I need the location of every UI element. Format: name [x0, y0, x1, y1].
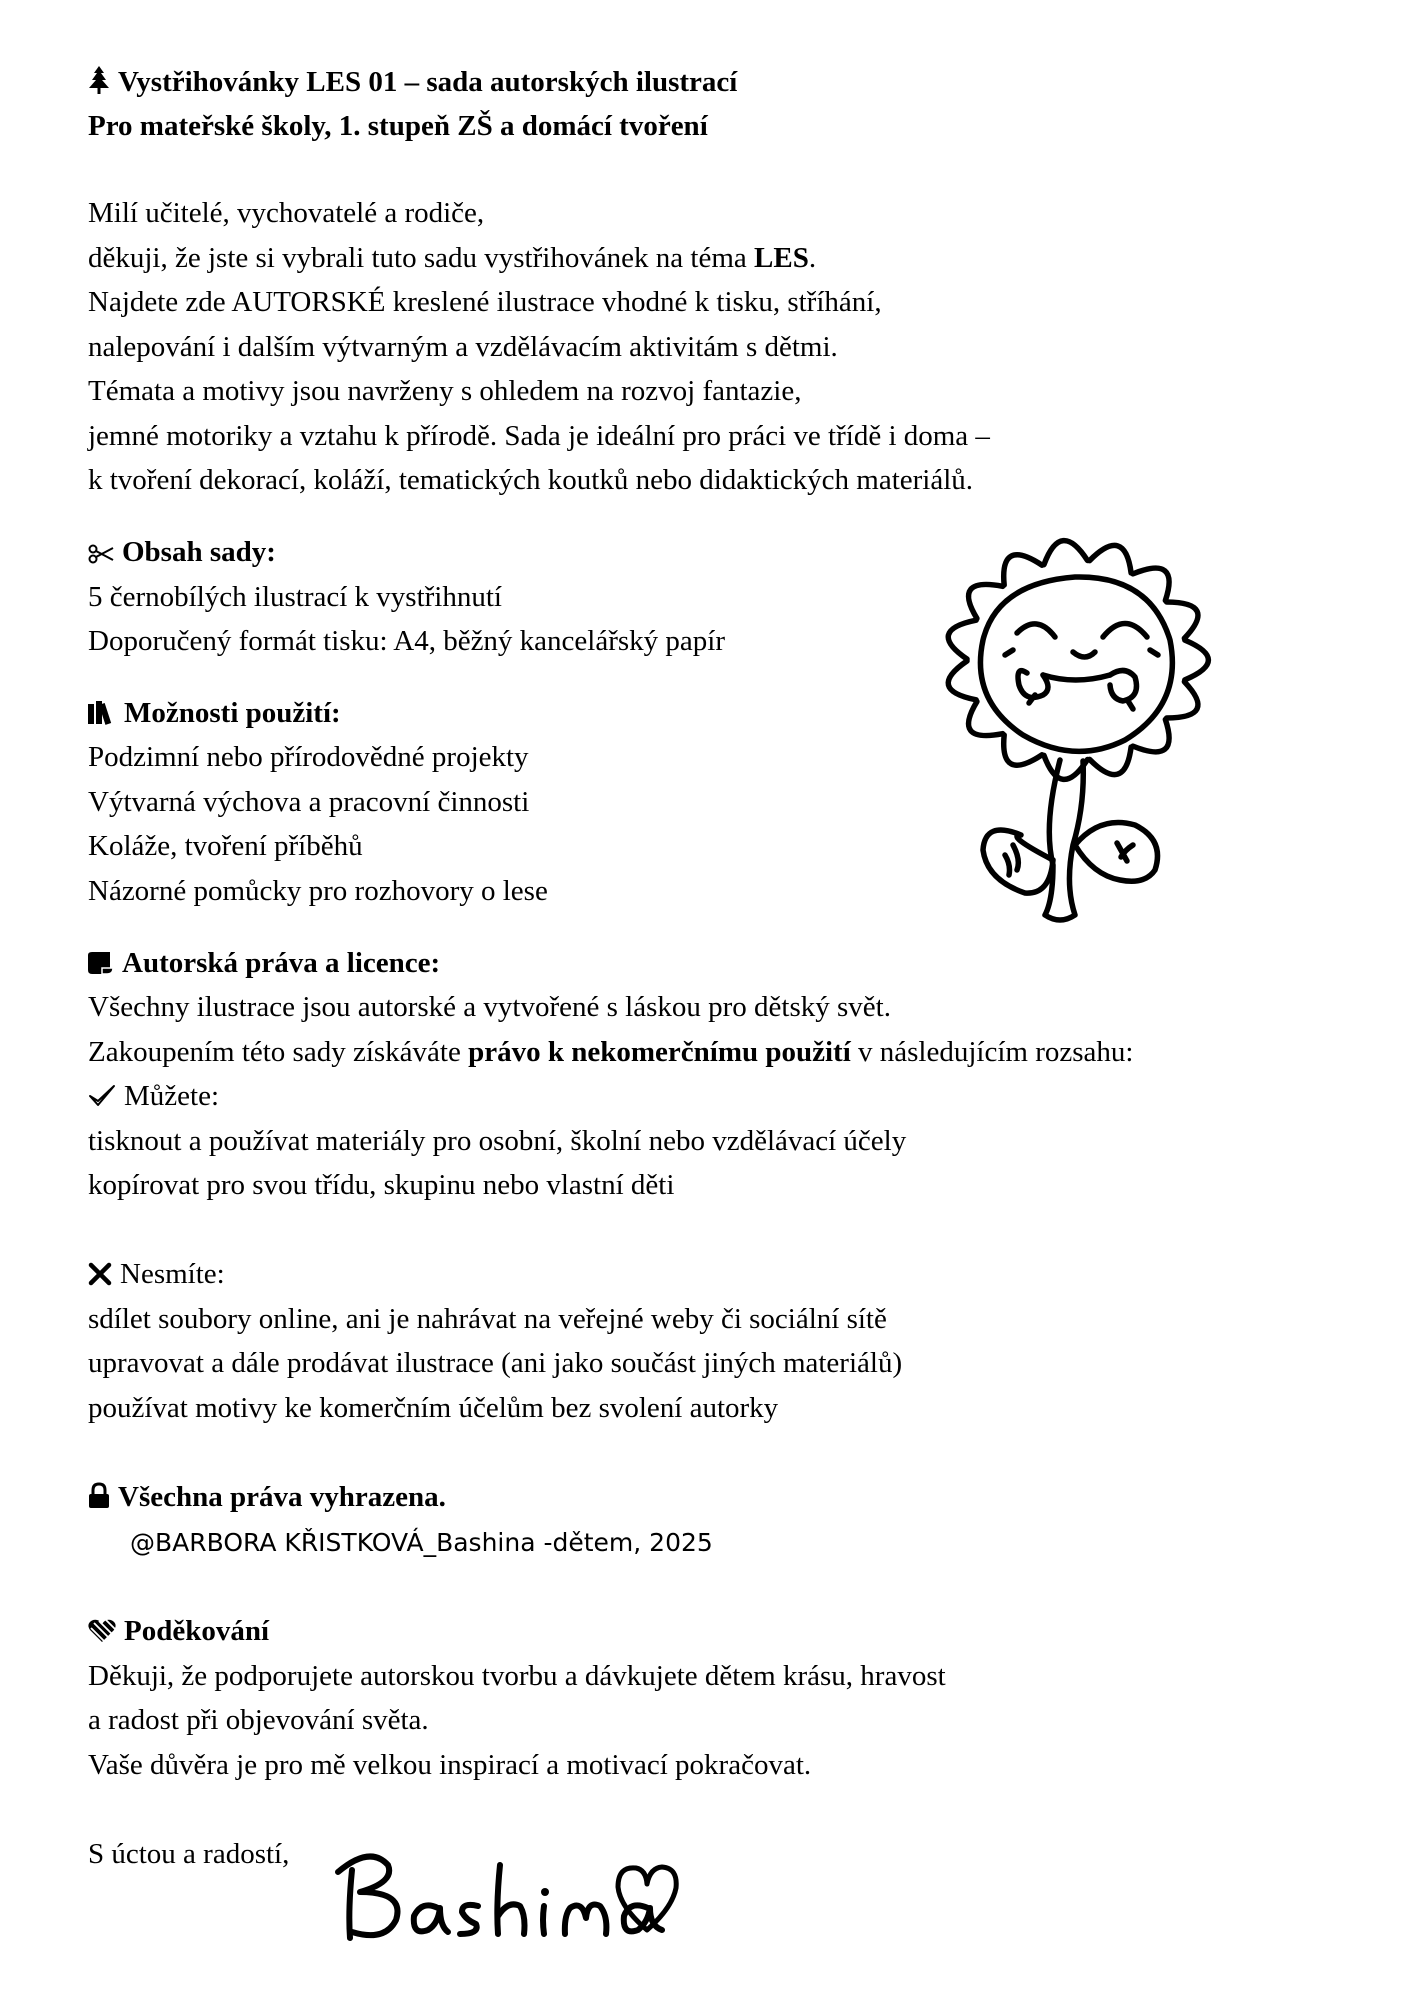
page-subtitle: Pro mateřské školy, 1. stupeň ZŠ a domácí tvoření — [88, 110, 708, 142]
contents-item: Doporučený formát tisku: A4, běžný kancelářský papír — [88, 625, 726, 657]
intro-line: Najdete zde AUTORSKÉ kreslené ilustrace vhodné k tisku, stříhání, — [88, 286, 882, 318]
rights-heading: Všechna práva vyhrazena. — [88, 1475, 446, 1519]
tree-icon — [88, 66, 110, 94]
cannot-item: upravovat a dále prodávat ilustrace (ani jako součást jiných materiálů) — [88, 1347, 903, 1379]
sunflower-petal — [1133, 720, 1169, 752]
can-heading: Můžete: — [88, 1074, 219, 1118]
intro-line: děkuji, že jste si vybrali tuto sadu vystřihovánek na téma LES. — [88, 242, 817, 274]
cross-icon — [88, 1262, 112, 1286]
sunflower-petal — [1167, 602, 1198, 638]
license-heading: Autorská práva a licence: — [88, 941, 440, 985]
contents-item: 5 černobílých ilustrací k vystřihnutí — [88, 581, 502, 613]
scissors-icon — [88, 544, 114, 564]
thanks-line: Děkuji, že podporujete autorskou tvorbu a dávkujete dětem krásu, hravost — [88, 1660, 946, 1692]
heart-doodle-icon — [612, 1862, 682, 1934]
thanks-heading: Poděkování — [88, 1609, 269, 1653]
cannot-item: sdílet soubory online, ani je nahrávat na veřejné weby či sociální sítě — [88, 1303, 887, 1335]
usage-item: Výtvarná výchova a pracovní činnosti — [88, 786, 530, 818]
sunflower-petal — [1004, 555, 1042, 585]
usage-item: Názorné pomůcky pro rozhovory o lese — [88, 875, 548, 907]
lock-icon — [88, 1483, 110, 1509]
intro-line: Témata a motivy jsou navrženy s ohledem na rozvoj fantazie, — [88, 375, 802, 407]
sunflower-petal — [1044, 541, 1087, 565]
heart-icon — [88, 1619, 116, 1643]
can-item: kopírovat pro svou třídu, skupinu nebo vlastní děti — [88, 1169, 675, 1201]
contents-heading: Obsah sady: — [88, 530, 276, 574]
closing-line: S úctou a radostí, — [88, 1838, 290, 1870]
license-line: Zakoupením této sady získáváte právo k nekomerčnímu použití v následujícím rozsahu: — [88, 1036, 1134, 1068]
page-title: Vystřihovánky LES 01 – sada autorských ilustrací — [88, 60, 737, 104]
intro-line: nalepování i dalším výtvarným a vzdělávacím aktivitám s dětmi. — [88, 331, 838, 363]
sunflower-petal — [969, 702, 1003, 736]
sunflower-petal — [1090, 545, 1132, 573]
can-item: tisknout a používat materiály pro osobní, školní nebo vzdělávací účely — [88, 1125, 907, 1157]
sunflower-petal — [948, 620, 976, 659]
thanks-line: Vaše důvěra je pro mě velkou inspirací a motivací pokračovat. — [88, 1749, 812, 1781]
thanks-line: a radost při objevování světa. — [88, 1704, 429, 1736]
license-line: Všechny ilustrace jsou autorské a vytvořené s láskou pro dětský svět. — [88, 991, 891, 1023]
usage-heading: Možnosti použití: — [88, 691, 341, 735]
intro-greeting: Milí učitelé, vychovatelé a rodiče, — [88, 197, 485, 229]
sunflower-petal — [1185, 640, 1209, 680]
usage-item: Koláže, tvoření příběhů — [88, 830, 363, 862]
sunflower-petal — [948, 661, 976, 700]
intro-line: jemné motoriky a vztahu k přírodě. Sada je ideální pro práci ve třídě i doma – — [88, 420, 990, 452]
usage-item: Podzimní nebo přírodovědné projekty — [88, 741, 529, 773]
cannot-heading: Nesmíte: — [88, 1252, 225, 1296]
scroll-icon — [88, 951, 114, 975]
intro-line: k tvoření dekorací, koláží, tematických koutků nebo didaktických materiálů. — [88, 464, 974, 496]
books-icon — [88, 701, 116, 725]
sunflower-illustration — [925, 525, 1240, 935]
cannot-item: používat motivy ke komerčním účelům bez svolení autorky — [88, 1392, 779, 1424]
check-icon — [88, 1084, 116, 1108]
author-credit: @BARBORA KŘISTKOVÁ_Bashina -dětem, 2025 — [130, 1528, 713, 1557]
